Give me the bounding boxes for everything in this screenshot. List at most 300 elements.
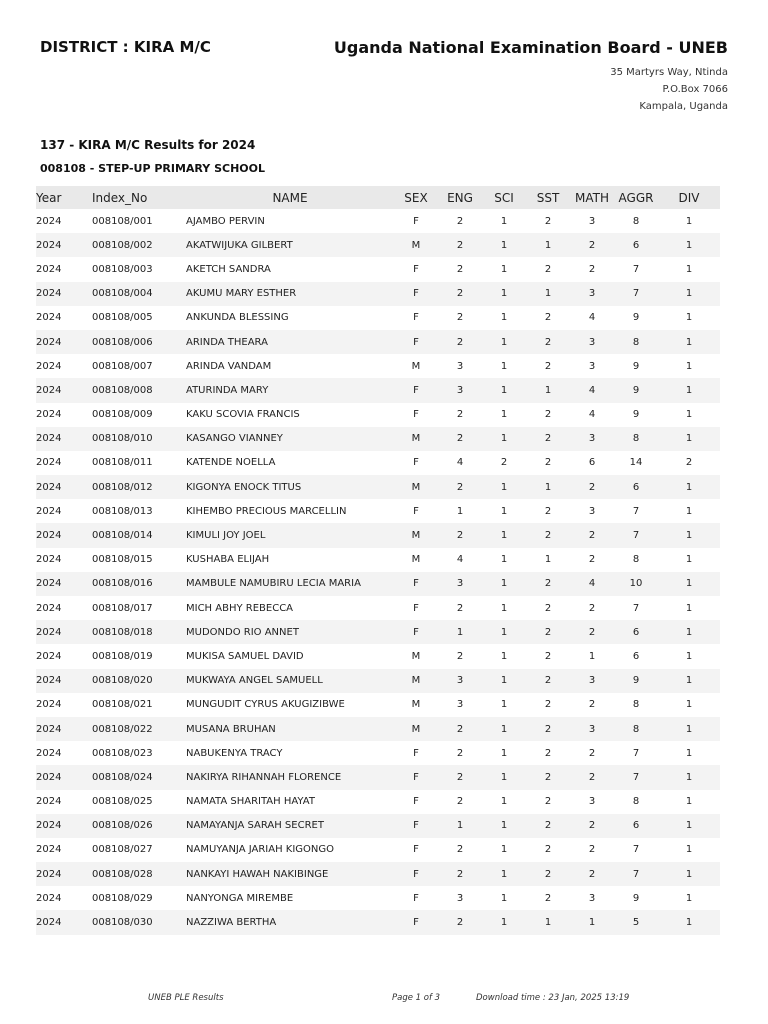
cell-sst: 1 [526,475,570,499]
cell-sci: 1 [500,312,508,324]
cell-eng: 2 [438,427,482,451]
cell-year: 2024 [36,765,92,789]
cell-sex: M [394,717,438,741]
cell-year: 2024 [36,554,62,566]
cell-eng: 1 [438,814,482,838]
cell-eng: 2 [456,844,464,856]
cell-index: 008108/024 [92,765,186,789]
table-row [36,838,720,862]
table-row [36,499,720,523]
cell-div: 1 [658,765,720,789]
cell-year: 2024 [36,233,92,257]
cell-eng: 2 [456,312,464,324]
col-header-year: Year [36,186,92,209]
cell-eng: 3 [438,669,482,693]
cell-div: 1 [685,263,693,275]
results-title: 137 - KIRA M/C Results for 2024 [40,138,256,152]
cell-sci: 1 [482,572,526,596]
cell-sci: 1 [482,669,526,693]
cell-eng: 2 [438,282,482,306]
cell-index: 008108/001 [92,215,153,227]
cell-name: NANKAYI HAWAH NAKIBINGE [186,862,394,886]
cell-sex: F [394,282,438,306]
cell-name: AJAMBO PERVIN [186,215,265,227]
cell-math: 2 [570,814,614,838]
cell-div: 1 [658,862,720,886]
cell-aggr: 7 [632,844,640,856]
cell-year: 2024 [36,862,92,886]
cell-math: 3 [588,215,596,227]
col-header-aggr: AGGR [614,186,658,209]
cell-aggr: 8 [632,796,640,808]
table-row [36,741,720,765]
cell-sex: F [394,620,438,644]
cell-name: AKATWIJUKA GILBERT [186,233,394,257]
cell-index: 008108/013 [92,505,153,517]
cell-name: MAMBULE NAMUBIRU LECIA MARIA [186,572,394,596]
cell-sst: 2 [544,747,552,759]
cell-sci: 1 [500,747,508,759]
cell-name: ANKUNDA BLESSING [186,312,289,324]
cell-math: 2 [570,523,614,547]
cell-sst: 2 [526,330,570,354]
table-row [36,669,720,693]
cell-div: 2 [685,457,693,469]
cell-aggr: 8 [632,215,640,227]
cell-eng: 2 [438,910,482,934]
cell-year: 2024 [36,409,62,421]
table-row [36,910,720,934]
cell-year: 2024 [36,282,92,306]
cell-aggr: 10 [614,572,658,596]
cell-sex: F [413,844,419,856]
cell-sci: 1 [500,505,508,517]
table-row [36,282,720,306]
cell-index: 008108/017 [92,602,153,614]
cell-div: 1 [658,330,720,354]
cell-sst: 2 [544,263,552,275]
cell-name: ATURINDA MARY [186,378,394,402]
cell-eng: 2 [456,215,464,227]
cell-index: 008108/019 [92,650,153,662]
col-header-name: NAME [186,186,394,209]
cell-math: 2 [588,699,596,711]
cell-div: 1 [685,505,693,517]
cell-div: 1 [658,910,720,934]
cell-div: 1 [685,747,693,759]
cell-div: 1 [658,282,720,306]
cell-eng: 2 [456,747,464,759]
cell-div: 1 [658,717,720,741]
cell-div: 1 [658,427,720,451]
cell-index: 008108/005 [92,312,153,324]
cell-eng: 4 [456,457,464,469]
cell-name: KASANGO VIANNEY [186,427,394,451]
cell-year: 2024 [36,360,62,372]
cell-year: 2024 [36,717,92,741]
table-row [36,596,720,620]
cell-aggr: 7 [614,282,658,306]
cell-sex: F [394,330,438,354]
cell-math: 2 [588,602,596,614]
cell-math: 2 [570,620,614,644]
cell-index: 008108/012 [92,475,186,499]
cell-year: 2024 [36,650,62,662]
cell-div: 1 [658,378,720,402]
table-row [36,306,720,330]
cell-index: 008108/004 [92,282,186,306]
cell-sci: 1 [500,892,508,904]
cell-math: 4 [588,312,596,324]
cell-sex: F [413,215,419,227]
cell-sst: 2 [544,312,552,324]
cell-sex: F [394,814,438,838]
cell-div: 1 [685,409,693,421]
cell-index: 008108/011 [92,457,153,469]
board-title: Uganda National Examination Board - UNEB [333,38,728,57]
cell-sst: 2 [526,765,570,789]
cell-name: KIHEMBO PRECIOUS MARCELLIN [186,505,347,517]
cell-sci: 1 [482,814,526,838]
cell-aggr: 7 [614,765,658,789]
cell-div: 1 [658,620,720,644]
cell-eng: 2 [456,409,464,421]
cell-name: MUKWAYA ANGEL SAMUELL [186,669,394,693]
cell-index: 008108/025 [92,796,153,808]
table-row [36,378,720,402]
cell-eng: 3 [456,360,464,372]
cell-name: NANYONGA MIREMBE [186,892,294,904]
cell-sst: 2 [544,796,552,808]
table-row [36,257,720,281]
cell-name: AKETCH SANDRA [186,263,271,275]
cell-div: 1 [685,360,693,372]
cell-index: 008108/027 [92,844,153,856]
cell-eng: 2 [456,796,464,808]
cell-index: 008108/026 [92,814,186,838]
cell-sst: 2 [526,862,570,886]
table-row [36,765,720,789]
cell-eng: 3 [456,699,464,711]
cell-name: NABUKENYA TRACY [186,747,283,759]
cell-sci: 1 [500,844,508,856]
cell-sst: 2 [526,572,570,596]
cell-sci: 1 [482,910,526,934]
cell-year: 2024 [36,572,92,596]
cell-sex: M [394,669,438,693]
cell-aggr: 9 [632,409,640,421]
cell-year: 2024 [36,910,92,934]
cell-aggr: 8 [632,554,640,566]
cell-name: KATENDE NOELLA [186,457,276,469]
cell-year: 2024 [36,215,62,227]
table-row [36,330,720,354]
cell-math: 1 [588,650,596,662]
cell-index: 008108/010 [92,427,186,451]
table-row [36,548,720,572]
cell-aggr: 6 [614,620,658,644]
cell-eng: 2 [456,650,464,662]
cell-year: 2024 [36,505,62,517]
table-row [36,475,720,499]
col-header-index: Index_No [92,186,186,209]
cell-index: 008108/020 [92,669,186,693]
table-row [36,862,720,886]
footer-download-time: Download time : 23 Jan, 2025 13:19 [476,993,630,1003]
cell-sex: M [394,475,438,499]
cell-sst: 2 [544,699,552,711]
cell-div: 1 [658,572,720,596]
cell-eng: 2 [438,862,482,886]
cell-sst: 1 [544,554,552,566]
cell-eng: 2 [438,475,482,499]
cell-sci: 1 [500,263,508,275]
cell-sst: 1 [526,282,570,306]
cell-sst: 2 [526,717,570,741]
cell-sci: 1 [500,602,508,614]
cell-aggr: 9 [614,669,658,693]
cell-sst: 2 [544,409,552,421]
cell-name: KIGONYA ENOCK TITUS [186,475,394,499]
cell-sex: F [394,910,438,934]
col-header-sst: SST [526,186,570,209]
table-row [36,693,720,717]
cell-year: 2024 [36,669,92,693]
cell-math: 1 [570,910,614,934]
cell-sci: 1 [500,650,508,662]
cell-name: MUDONDO RIO ANNET [186,620,394,644]
cell-eng: 2 [438,765,482,789]
cell-name: ARINDA VANDAM [186,360,272,372]
cell-index: 008108/018 [92,620,186,644]
cell-aggr: 7 [632,747,640,759]
cell-sci: 1 [482,523,526,547]
cell-year: 2024 [36,475,92,499]
cell-eng: 2 [438,330,482,354]
cell-sex: F [394,378,438,402]
cell-aggr: 8 [614,717,658,741]
cell-sst: 2 [544,360,552,372]
cell-year: 2024 [36,747,62,759]
cell-sst: 2 [544,457,552,469]
cell-math: 4 [588,409,596,421]
cell-sst: 2 [544,844,552,856]
cell-sci: 1 [482,282,526,306]
col-header-sex: SEX [394,186,438,209]
cell-sst: 2 [526,620,570,644]
cell-sex: F [413,263,419,275]
cell-aggr: 7 [614,523,658,547]
cell-div: 1 [685,892,693,904]
table-row [36,523,720,547]
cell-aggr: 9 [632,312,640,324]
cell-index: 008108/022 [92,717,186,741]
cell-name: MUSANA BRUHAN [186,717,394,741]
cell-year: 2024 [36,844,62,856]
cell-div: 1 [685,844,693,856]
cell-math: 2 [588,554,596,566]
cell-math: 3 [570,669,614,693]
cell-sst: 2 [526,814,570,838]
cell-aggr: 9 [614,378,658,402]
cell-eng: 2 [438,523,482,547]
cell-sex: F [413,312,419,324]
cell-index: 008108/016 [92,572,186,596]
cell-sci: 1 [482,233,526,257]
cell-div: 1 [685,602,693,614]
cell-aggr: 6 [632,650,640,662]
cell-math: 2 [570,233,614,257]
cell-aggr: 9 [632,892,640,904]
cell-index: 008108/030 [92,910,186,934]
cell-aggr: 6 [614,814,658,838]
cell-index: 008108/023 [92,747,153,759]
cell-sst: 1 [526,378,570,402]
cell-index: 008108/014 [92,523,186,547]
results-table [36,186,720,935]
cell-year: 2024 [36,796,62,808]
col-header-eng: ENG [438,186,482,209]
cell-div: 1 [658,475,720,499]
cell-sst: 2 [526,427,570,451]
cell-aggr: 8 [632,699,640,711]
cell-year: 2024 [36,457,62,469]
board-address [610,64,728,115]
cell-sex: M [394,427,438,451]
cell-math: 2 [588,263,596,275]
cell-sst: 2 [526,523,570,547]
cell-sex: F [394,572,438,596]
cell-sex: M [411,650,421,662]
cell-div: 1 [685,796,693,808]
cell-math: 2 [588,844,596,856]
cell-index: 008108/029 [92,892,153,904]
cell-index: 008108/028 [92,862,186,886]
cell-year: 2024 [36,892,62,904]
cell-sst: 2 [544,892,552,904]
results-body [36,209,720,935]
cell-sci: 1 [482,378,526,402]
cell-sci: 1 [482,475,526,499]
address-line: Kampala, Uganda [639,101,728,112]
cell-sci: 1 [500,409,508,421]
cell-aggr: 5 [614,910,658,934]
table-row [36,717,720,741]
cell-div: 1 [658,523,720,547]
col-header-sci: SCI [482,186,526,209]
cell-year: 2024 [36,330,92,354]
cell-sci: 1 [482,620,526,644]
cell-sst: 1 [526,910,570,934]
table-header-row [36,186,720,209]
cell-name: ARINDA THEARA [186,330,394,354]
table-row [36,572,720,596]
table-row [36,644,720,668]
cell-year: 2024 [36,523,92,547]
table-row [36,403,720,427]
cell-div: 1 [658,814,720,838]
cell-sex: F [394,862,438,886]
cell-eng: 1 [456,505,464,517]
cell-aggr: 8 [614,427,658,451]
cell-sci: 1 [500,699,508,711]
cell-math: 3 [588,505,596,517]
address-line: P.O.Box 7066 [662,84,728,95]
cell-sex: F [394,765,438,789]
cell-math: 3 [588,892,596,904]
table-row [36,620,720,644]
cell-name: KUSHABA ELIJAH [186,554,270,566]
cell-eng: 2 [438,717,482,741]
cell-eng: 1 [438,620,482,644]
school-title: 008108 - STEP-UP PRIMARY SCHOOL [40,162,266,175]
cell-math: 2 [570,475,614,499]
cell-year: 2024 [36,427,92,451]
table-row [36,886,720,910]
cell-sex: M [394,233,438,257]
cell-sci: 1 [482,330,526,354]
table-row [36,814,720,838]
cell-sst: 1 [526,233,570,257]
cell-div: 1 [685,554,693,566]
cell-sex: M [411,554,421,566]
cell-sex: F [413,505,419,517]
cell-name: NAKIRYA RIHANNAH FLORENCE [186,765,394,789]
cell-div: 1 [685,215,693,227]
cell-eng: 2 [456,602,464,614]
cell-name: NAZZIWA BERTHA [186,910,394,934]
cell-eng: 2 [438,233,482,257]
cell-div: 1 [685,650,693,662]
cell-sst: 2 [544,505,552,517]
cell-aggr: 6 [614,233,658,257]
cell-eng: 2 [456,263,464,275]
cell-aggr: 7 [632,505,640,517]
footer-page: Page 1 of 3 [392,993,441,1003]
col-header-div: DIV [658,186,720,209]
cell-index: 008108/021 [92,699,153,711]
cell-eng: 3 [456,892,464,904]
address-line: 35 Martyrs Way, Ntinda [610,67,728,78]
cell-eng: 3 [438,572,482,596]
cell-sci: 1 [500,554,508,566]
cell-aggr: 7 [614,862,658,886]
cell-name: MUKISA SAMUEL DAVID [186,650,304,662]
cell-math: 2 [570,862,614,886]
cell-eng: 4 [456,554,464,566]
cell-year: 2024 [36,699,62,711]
cell-div: 1 [685,312,693,324]
cell-math: 3 [570,717,614,741]
table-row [36,451,720,475]
cell-sex: F [413,796,419,808]
table-row [36,209,720,233]
cell-sex: M [394,523,438,547]
cell-math: 4 [570,378,614,402]
cell-index: 008108/015 [92,554,153,566]
cell-name: NAMAYANJA SARAH SECRET [186,814,394,838]
cell-name: KIMULI JOY JOEL [186,523,394,547]
cell-math: 4 [570,572,614,596]
table-row [36,233,720,257]
cell-name: MUNGUDIT CYRUS AKUGIZIBWE [186,699,345,711]
cell-sci: 1 [500,215,508,227]
cell-math: 2 [588,747,596,759]
cell-aggr: 6 [614,475,658,499]
cell-sst: 2 [526,669,570,693]
cell-year: 2024 [36,602,62,614]
cell-name: AKUMU MARY ESTHER [186,282,394,306]
